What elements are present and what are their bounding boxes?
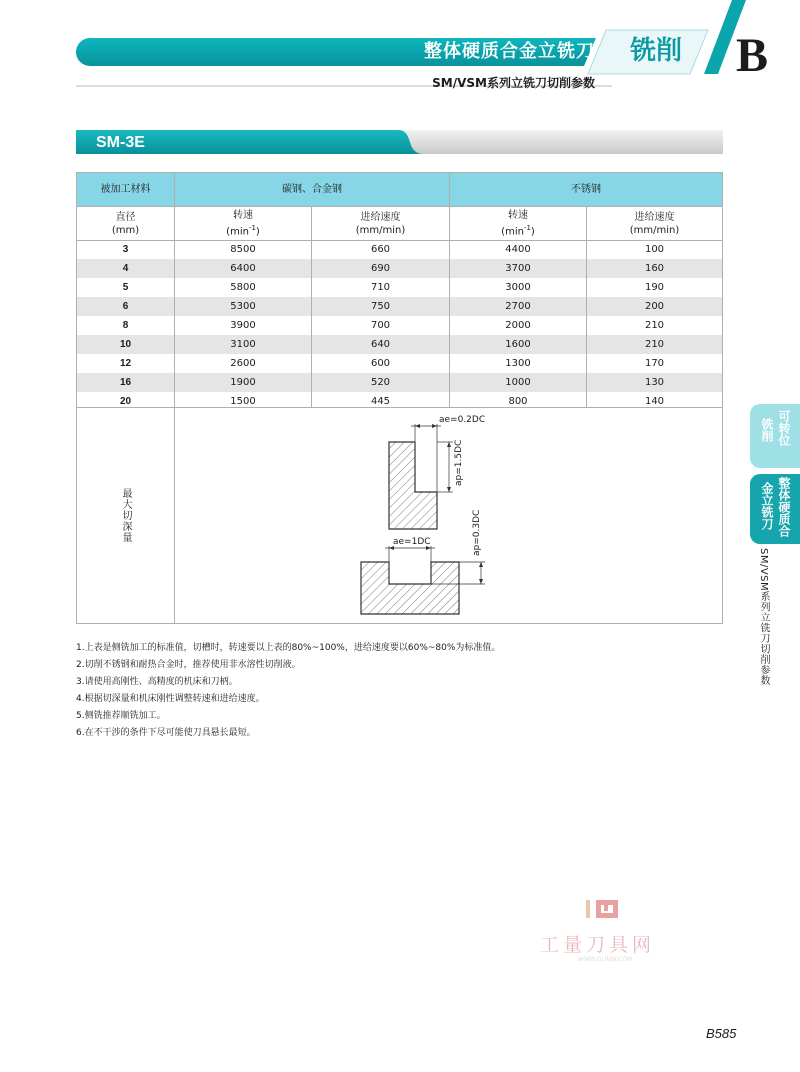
feed-cell: 170 <box>644 358 665 369</box>
note-item: 2.切削不锈钢和耐热合金时，推荐使用非水溶性切削液。 <box>76 660 301 670</box>
header-category: 铣削 <box>629 36 682 66</box>
speed-label: 转速 <box>508 210 528 222</box>
speed-unit: $(\min^{-1})$ <box>501 224 535 238</box>
watermark-logo <box>586 896 626 926</box>
note-item: 5.侧铣推荐顺铣加工。 <box>76 711 166 721</box>
feed-cell: 130 <box>644 377 665 388</box>
speed-cell: 1900 <box>230 377 256 388</box>
watermark-url: WWW.GLRJW.COM <box>577 956 633 963</box>
slot-milling-profile <box>361 546 485 614</box>
ap-slot-label: ap=0.3DC <box>472 509 482 556</box>
speed-cell: 5300 <box>230 301 256 312</box>
side-tab-solid-endmill[interactable] <box>750 474 800 544</box>
speed-cell: 2000 <box>505 320 531 331</box>
note-item: 4.根据切深量和机床刚性调整转速和进给速度。 <box>76 694 265 704</box>
grid-line <box>449 173 450 407</box>
speed-header-2 <box>450 207 586 241</box>
cutting-parameter-table <box>76 172 723 624</box>
ap-side-label: ap=1.5DC <box>454 439 464 486</box>
feed-cell: 210 <box>644 320 665 331</box>
side-tab-label: 整体硬质合 <box>777 477 791 537</box>
feed-cell: 600 <box>370 358 391 369</box>
diameter-header <box>77 207 174 241</box>
section-bar <box>76 130 726 156</box>
feed-cell: 160 <box>644 263 665 274</box>
group-carbon-steel: 碳钢、合金钢 <box>282 184 342 195</box>
feed-label: 进给速度 <box>360 212 401 223</box>
feed-header-2 <box>587 207 722 241</box>
speed-cell: 3700 <box>505 263 531 274</box>
side-tab-label: 可转位 <box>777 410 791 446</box>
speed-cell: 1000 <box>505 377 531 388</box>
feed-cell: 640 <box>370 339 391 350</box>
speed-cell: 800 <box>508 396 528 407</box>
diameter-cell: 3 <box>122 244 129 255</box>
speed-cell: 8500 <box>230 244 256 255</box>
speed-cell: 5800 <box>230 282 256 293</box>
diameter-cell: 6 <box>122 301 129 312</box>
diameter-unit: (mm) <box>111 225 140 236</box>
cutting-depth-diagram <box>175 408 721 623</box>
feed-cell: 190 <box>644 282 665 293</box>
grid-line <box>311 207 312 407</box>
speed-cell: 3000 <box>505 282 531 293</box>
feed-unit: (mm/min) <box>629 225 680 236</box>
feed-cell: 660 <box>370 244 391 255</box>
chapter-letter: B <box>735 29 768 82</box>
header-title: 整体硬质合金立铣刀 <box>424 41 595 62</box>
speed-cell: 1500 <box>230 396 256 407</box>
feed-cell: 210 <box>644 339 665 350</box>
ae-slot-label: ae=1DC <box>393 537 431 547</box>
watermark-text: 工量刀具网 <box>540 934 656 956</box>
side-tab-label: 铣削 <box>760 418 774 442</box>
grid-line <box>586 207 587 407</box>
feed-cell: 200 <box>644 301 665 312</box>
diameter-cell: 12 <box>119 358 132 369</box>
note-item: 3.请使用高刚性、高精度的机床和刀柄。 <box>76 677 238 687</box>
note-item: 1.上表是侧铣加工的标准值，切槽时，转速要以上表的80%~100%，进给速度要以60%~80%为标准值。 <box>76 643 501 653</box>
feed-cell: 750 <box>370 301 391 312</box>
feed-cell: 100 <box>644 244 665 255</box>
feed-cell: 140 <box>644 396 665 407</box>
diameter-cell: 4 <box>122 263 129 274</box>
speed-cell: 1300 <box>505 358 531 369</box>
speed-cell: 2600 <box>230 358 256 369</box>
diameter-cell: 16 <box>119 377 132 388</box>
diameter-cell: 20 <box>119 396 132 407</box>
ae-side-label: ae=0.2DC <box>439 415 486 425</box>
diameter-cell: 8 <box>122 320 129 331</box>
diameter-cell: 10 <box>119 339 132 350</box>
side-tab-indexable-milling[interactable] <box>750 404 800 468</box>
feed-cell: 690 <box>370 263 391 274</box>
feed-label: 进给速度 <box>634 212 675 223</box>
feed-cell: 710 <box>370 282 391 293</box>
speed-cell: 1600 <box>505 339 531 350</box>
speed-header-1 <box>175 207 311 241</box>
feed-cell: 445 <box>370 396 391 407</box>
page-number: B585 <box>706 1026 737 1041</box>
speed-cell: 4400 <box>505 244 531 255</box>
feed-cell: 520 <box>370 377 391 388</box>
feed-unit: (mm/min) <box>355 225 406 236</box>
speed-cell: 3900 <box>230 320 256 331</box>
speed-cell: 3100 <box>230 339 256 350</box>
section-label: SM-3E <box>96 134 145 151</box>
speed-cell: 2700 <box>505 301 531 312</box>
side-tab-label: 金立铣刀 <box>760 482 774 530</box>
diameter-cell: 5 <box>122 282 129 293</box>
feed-cell: 700 <box>370 320 391 331</box>
note-item: 6.在不干涉的条件下尽可能使刀具悬长最短。 <box>76 728 256 738</box>
feed-header-1 <box>312 207 449 241</box>
side-milling-profile <box>389 424 453 529</box>
speed-unit: $(\min^{-1})$ <box>226 224 260 238</box>
diameter-label: 直径 <box>115 212 136 223</box>
header-subtitle: SM/VSM系列立铣刀切削参数 <box>432 76 595 90</box>
notes-list <box>76 640 726 742</box>
max-depth-label: 最大切深量 <box>120 488 131 543</box>
side-vertical-title: SM/VSM系列立铣刀切削参数 <box>758 548 769 686</box>
speed-label: 转速 <box>233 210 253 222</box>
group-stainless-steel: 不锈钢 <box>571 184 601 195</box>
material-header: 被加工材料 <box>100 184 151 195</box>
speed-cell: 6400 <box>230 263 256 274</box>
